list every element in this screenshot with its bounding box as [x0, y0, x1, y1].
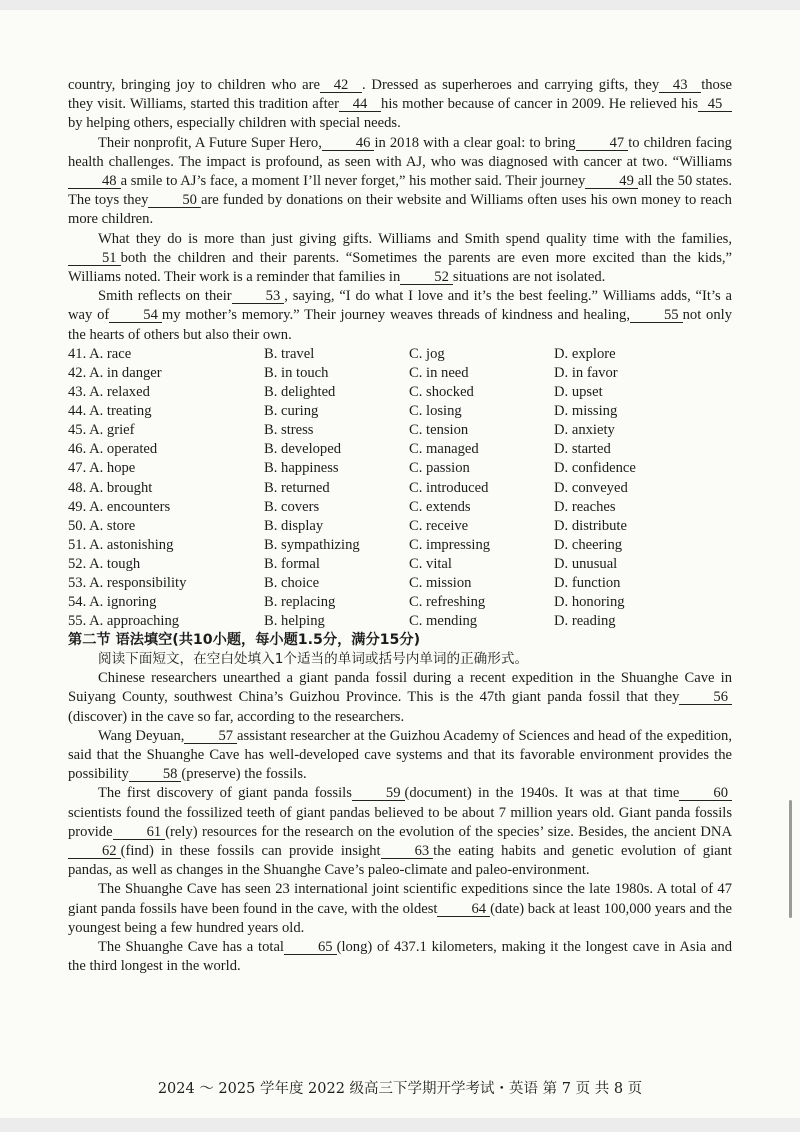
- text: (rely) resources for the research on the evolution of the species’ size. Besides, the ancient DNA: [165, 823, 732, 840]
- text: situations are not isolated.: [452, 269, 606, 286]
- option-a: 51. A. astonishing: [68, 536, 174, 553]
- option-row: [68, 479, 732, 498]
- option-c: C. refreshing: [409, 594, 486, 611]
- text: country, bringing joy to children who are: [68, 77, 320, 93]
- text: are funded by donations on their website and Williams often uses his own money to reach more children.: [68, 192, 732, 228]
- option-c: C. mending: [409, 613, 478, 630]
- text: a smile to AJ’s face, a moment I’ll never forget,” his mother said. Their journey: [120, 173, 586, 190]
- option-a: 55. A. approaching: [68, 613, 180, 630]
- option-d: D. confidence: [554, 460, 636, 477]
- option-a: 44. A. treating: [68, 403, 152, 420]
- option-b: B. stress: [264, 422, 314, 439]
- text: (preserve) the fossils.: [181, 766, 307, 783]
- blank-45: 45: [698, 97, 732, 112]
- option-b: B. travel: [264, 345, 315, 362]
- option-row: [68, 612, 732, 631]
- option-d: D. conveyed: [554, 479, 628, 496]
- option-c: C. introduced: [409, 479, 489, 496]
- blank-51: 51: [68, 251, 121, 266]
- text: Wang Deyuan,: [98, 727, 185, 744]
- text: (long) of 437.1 kilometers, making it the longest cave in Asia and the third longest in the world.: [68, 939, 732, 975]
- section-heading: 第二节 语法填空(共10小题，每小题1.5分，满分15分): [68, 632, 421, 649]
- blank-62: 62: [68, 844, 121, 859]
- option-a: 42. A. in danger: [68, 364, 162, 381]
- text: (find) in these fossils can provide insight: [120, 843, 381, 860]
- option-row: [68, 345, 732, 364]
- option-c: C. in need: [409, 364, 469, 381]
- text: by helping others, especially children with special needs.: [68, 115, 401, 132]
- text: assistant researcher at the Guizhou Academy of Sciences and head of the expedition, said that the Shuanghe Cave has well-developed cave systems and that its favorable environment provides the possibility: [68, 727, 733, 783]
- grammar-paragraph-2: [68, 727, 732, 785]
- option-b: B. covers: [264, 498, 320, 515]
- option-d: D. distribute: [554, 517, 627, 534]
- option-b: B. curing: [264, 403, 319, 420]
- option-a: 54. A. ignoring: [68, 594, 157, 611]
- cloze-paragraph-3: [68, 230, 732, 288]
- text: not only the hearts of others but also their own.: [68, 307, 732, 343]
- blank-42: 42: [320, 78, 362, 93]
- text: The Shuanghe Cave has a total: [98, 939, 284, 956]
- text: in 2018 with a clear goal: to bring: [374, 134, 576, 151]
- option-row: [68, 402, 732, 421]
- option-b: B. developed: [264, 441, 342, 458]
- option-b: B. sympathizing: [264, 536, 360, 553]
- text: (document) in the 1940s. It was at that time: [404, 785, 680, 802]
- blank-44: 44: [339, 97, 381, 112]
- option-a: 52. A. tough: [68, 555, 141, 572]
- text: scientists found the fossilized teeth of giant pandas believed to be about 7 million years old. Giant panda fossils provide: [68, 804, 732, 840]
- section-instruction: 阅读下面短文，在空白处填入1个适当的单词或括号内单词的正确形式。: [98, 651, 529, 668]
- option-d: D. in favor: [554, 364, 618, 381]
- option-c: C. managed: [409, 441, 479, 458]
- scrollbar[interactable]: [789, 800, 792, 918]
- blank-60: 60: [679, 786, 732, 801]
- grammar-paragraph-5: [68, 938, 732, 976]
- option-b: B. happiness: [264, 460, 339, 477]
- blank-54: 54: [109, 308, 162, 323]
- option-c: C. jog: [409, 345, 445, 362]
- grammar-paragraph-4: [68, 880, 732, 938]
- grammar-paragraph-3: [68, 784, 732, 880]
- option-d: D. unusual: [554, 555, 618, 572]
- option-c: C. receive: [409, 517, 469, 534]
- option-b: B. formal: [264, 555, 320, 572]
- page-footer: 2024 ～ 2025 学年度 2022 级高三下学期开学考试・英语 第 7 页 共 8 页: [157, 1081, 643, 1097]
- option-c: C. vital: [409, 555, 452, 572]
- answer-options: [68, 345, 732, 631]
- blank-48: 48: [68, 174, 121, 189]
- text: , saying, “I do what I love and it’s the best feeling.” Williams adds, “It’s a way of: [68, 288, 732, 324]
- blank-49: 49: [585, 174, 638, 189]
- text: both the children and their parents. “Sometimes the parents are even more excited than the kids,” Williams noted. Their work is a reminder that families in: [68, 249, 732, 286]
- option-b: B. replacing: [264, 594, 336, 611]
- option-a: 41. A. race: [68, 345, 132, 362]
- blank-52: 52: [400, 270, 453, 285]
- option-row: [68, 536, 732, 555]
- cloze-paragraph-4: [68, 287, 732, 345]
- option-row: [68, 498, 732, 517]
- option-row: [68, 440, 732, 459]
- exam-page: [0, 10, 800, 1118]
- option-d: D. missing: [554, 403, 618, 420]
- text: my mother’s memory.” Their journey weaves threads of kindness and healing,: [161, 307, 630, 324]
- option-row: [68, 383, 732, 402]
- blank-50: 50: [148, 193, 201, 208]
- option-d: D. upset: [554, 384, 603, 401]
- option-c: C. impressing: [409, 536, 491, 553]
- option-c: C. extends: [409, 498, 471, 515]
- option-c: C. passion: [409, 460, 470, 477]
- option-row: [68, 555, 732, 574]
- option-b: B. returned: [264, 479, 330, 496]
- blank-43: 43: [659, 78, 701, 93]
- text: What they do is more than just giving gifts. Williams and Smith spend quality time with the families,: [98, 230, 732, 247]
- text: Chinese researchers unearthed a giant panda fossil during a recent expedition in the Shuanghe Cave in Suiyang County, southwest China’s Guizhou Province. This is the 47th giant panda fossil that they: [68, 670, 732, 706]
- blank-64: 64: [437, 902, 490, 917]
- option-b: B. choice: [264, 574, 320, 591]
- text: those they visit. Williams, started this tradition after: [68, 77, 732, 113]
- text: (discover) in the cave so far, according to the researchers.: [68, 708, 405, 725]
- option-b: B. helping: [264, 613, 325, 630]
- text: The Shuanghe Cave has seen 23 international joint scientific expeditions since the late 1980s. A total of 47 giant panda fossils have been found in the cave, with the oldest: [68, 881, 732, 917]
- option-b: B. display: [264, 517, 324, 534]
- option-c: C. losing: [409, 403, 462, 420]
- page-content: [68, 76, 732, 977]
- option-row: [68, 459, 732, 478]
- option-a: 49. A. encounters: [68, 498, 171, 515]
- cloze-paragraph-2: [68, 134, 732, 230]
- option-row: [68, 421, 732, 440]
- option-a: 48. A. brought: [68, 479, 153, 496]
- text: (date) back at least 100,000 years and the youngest being a few hundred years old.: [68, 900, 732, 936]
- text: . Dressed as superheroes and carrying gifts, they: [362, 77, 660, 93]
- option-row: [68, 574, 732, 593]
- option-d: D. reaches: [554, 498, 616, 515]
- blank-46: 46: [322, 136, 375, 151]
- blank-53: 53: [232, 289, 285, 304]
- text: his mother because of cancer in 2009. He relieved his: [381, 96, 698, 113]
- option-a: 46. A. operated: [68, 441, 158, 458]
- blank-59: 59: [352, 786, 405, 801]
- blank-58: 58: [129, 767, 182, 782]
- option-c: C. tension: [409, 422, 469, 439]
- option-a: 43. A. relaxed: [68, 384, 150, 401]
- option-c: C. mission: [409, 574, 472, 591]
- cloze-paragraph-1: [68, 76, 732, 134]
- option-d: D. anxiety: [554, 422, 615, 439]
- text: The first discovery of giant panda fossils: [98, 785, 352, 802]
- text: the eating habits and genetic evolution of giant pandas, as well as changes in the Shuanghe Cave’s paleo-climate and paleo-environment.: [68, 843, 732, 879]
- blank-55: 55: [630, 308, 683, 323]
- option-a: 50. A. store: [68, 517, 136, 534]
- option-a: 53. A. responsibility: [68, 574, 187, 591]
- option-d: D. started: [554, 441, 611, 458]
- text: all the 50 states. The toys they: [68, 173, 732, 209]
- blank-65: 65: [284, 940, 337, 955]
- option-c: C. shocked: [409, 384, 474, 401]
- option-d: D. honoring: [554, 594, 625, 611]
- blank-56: 56: [679, 690, 732, 705]
- blank-57: 57: [184, 729, 237, 744]
- blank-47: 47: [576, 136, 629, 151]
- option-row: [68, 364, 732, 383]
- text: to children facing health challenges. The impact is profound, as seen with AJ, who was diagnosed with cancer at two. “Williams: [68, 134, 732, 170]
- grammar-paragraph-1: [68, 669, 732, 727]
- option-d: D. cheering: [554, 536, 623, 553]
- blank-61: 61: [113, 825, 166, 840]
- option-a: 45. A. grief: [68, 422, 135, 439]
- option-d: D. explore: [554, 345, 616, 362]
- option-row: [68, 517, 732, 536]
- option-d: D. function: [554, 574, 621, 591]
- text: Smith reflects on their: [98, 288, 232, 305]
- option-d: D. reading: [554, 613, 616, 630]
- text: Their nonprofit, A Future Super Hero,: [98, 134, 322, 151]
- option-row: [68, 593, 732, 612]
- blank-63: 63: [381, 844, 434, 859]
- option-b: B. in touch: [264, 364, 329, 381]
- option-a: 47. A. hope: [68, 460, 136, 477]
- option-b: B. delighted: [264, 384, 336, 401]
